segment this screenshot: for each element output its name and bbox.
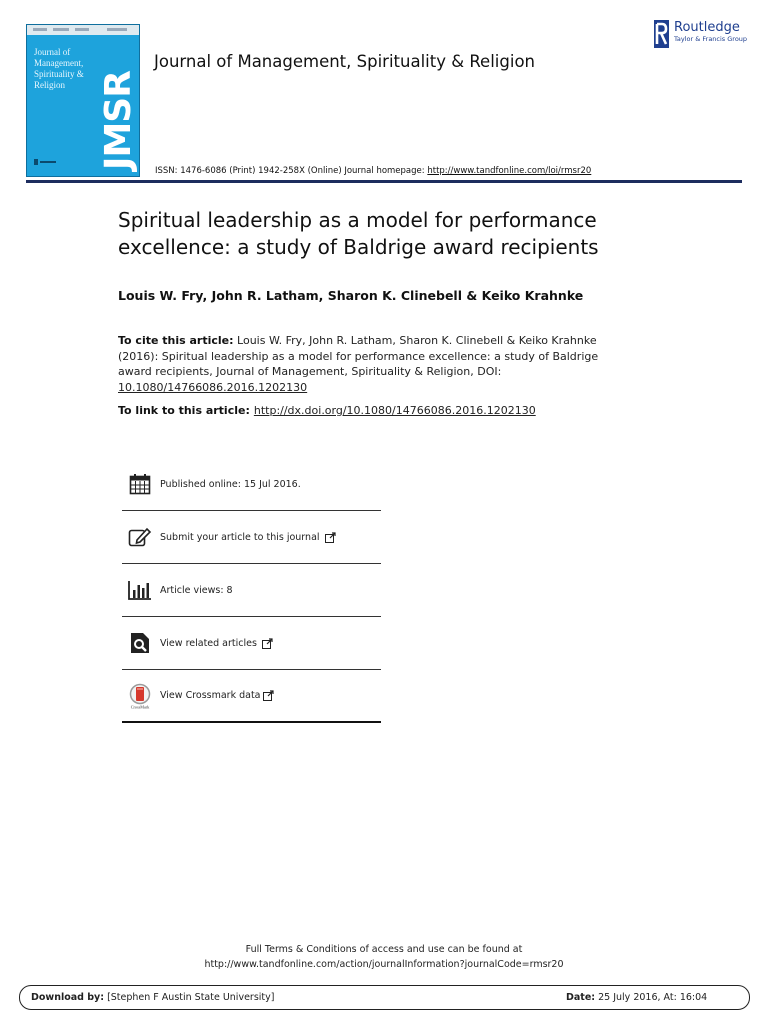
- cover-publisher-logo: [34, 158, 58, 168]
- crossmark-link[interactable]: View Crossmark data: [160, 690, 261, 701]
- header-divider: [26, 180, 742, 183]
- cite-text: Louis W. Fry, John R. Latham, Sharon K. Clinebell & Keiko Krahnke (2016): Spiritual leadership as a model for performance excellence: a study of Baldrige award recipients, Journal of Management, Spirituality & Religion, DOI:: [118, 334, 599, 378]
- article-views-row: [122, 564, 381, 617]
- cover-top-strip: [27, 25, 139, 35]
- article-doi-link[interactable]: http://dx.doi.org/10.1080/14766086.2016.1202130: [253, 404, 536, 417]
- published-online-text: Published online: 15 Jul 2016.: [160, 478, 301, 490]
- download-info-bar: [19, 985, 750, 1010]
- terms-line-1: Full Terms & Conditions of access and use can be found at: [245, 944, 523, 955]
- article-views-text: Article views: 8: [160, 584, 233, 596]
- download-date: Date: 25 July 2016, At: 16:04: [566, 992, 708, 1003]
- external-link-icon: [263, 686, 274, 705]
- published-online-row: [122, 458, 381, 511]
- terms-notice: [0, 942, 768, 972]
- external-link-icon: [262, 634, 273, 653]
- publisher-group: Taylor & Francis Group: [674, 35, 748, 43]
- download-by: Download by: [Stephen F Austin State University]: [31, 992, 275, 1003]
- journal-title: Journal of Management, Spirituality & Religion: [154, 52, 535, 71]
- bar-chart-icon: [127, 577, 153, 603]
- article-link-line: [118, 404, 536, 417]
- article-title: Spiritual leadership as a model for performance excellence: a study of Baldrige award recipients: [118, 208, 599, 259]
- cover-abbrev: JMSR: [97, 70, 139, 170]
- external-link-icon: [325, 528, 336, 547]
- journal-cover-image: [26, 24, 140, 177]
- cover-title: Journal of Management, Spirituality & Religion: [34, 47, 84, 90]
- search-document-icon: [127, 630, 153, 656]
- link-label: To link to this article:: [118, 404, 250, 417]
- issn-line: [155, 166, 591, 176]
- crossmark-row[interactable]: [122, 670, 381, 723]
- edit-icon: [127, 524, 153, 550]
- citation-block: [118, 333, 618, 395]
- publisher-logo: [654, 20, 747, 48]
- article-info-list: [122, 458, 381, 723]
- calendar-icon: [127, 471, 153, 497]
- submit-article-link[interactable]: Submit your article to this journal: [160, 531, 320, 543]
- crossmark-icon: [127, 683, 153, 709]
- issn-text: ISSN: 1476-6086 (Print) 1942-258X (Online) Journal homepage:: [155, 166, 428, 176]
- cite-doi-link[interactable]: 10.1080/14766086.2016.1202130: [118, 380, 308, 394]
- journal-homepage-link[interactable]: http://www.tandfonline.com/loi/rmsr20: [427, 166, 592, 176]
- submit-article-row[interactable]: [122, 511, 381, 564]
- publisher-name: Routledge: [674, 20, 740, 35]
- crossmark-icon-caption: CrossMark: [130, 704, 150, 709]
- cite-label: To cite this article:: [118, 334, 234, 347]
- routledge-r-icon: [654, 20, 669, 48]
- related-articles-link[interactable]: View related articles: [160, 637, 257, 649]
- terms-url[interactable]: http://www.tandfonline.com/action/journalInformation?journalCode=rmsr20: [204, 959, 564, 970]
- article-authors: Louis W. Fry, John R. Latham, Sharon K. Clinebell & Keiko Krahnke: [118, 288, 584, 303]
- related-articles-row[interactable]: [122, 617, 381, 670]
